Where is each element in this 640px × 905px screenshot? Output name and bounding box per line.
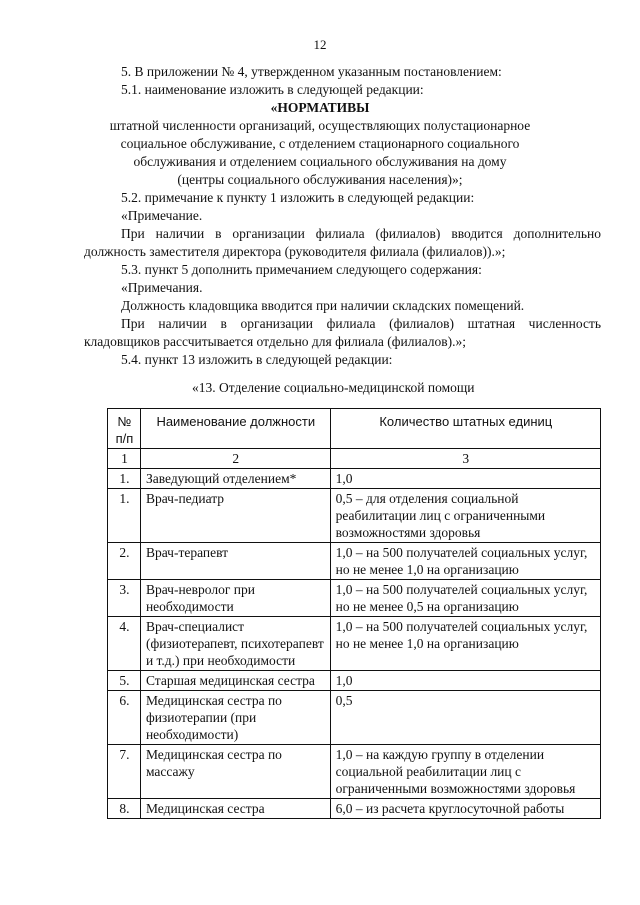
column-number: 3 — [330, 449, 600, 469]
staffing-table — [107, 408, 601, 819]
section-heading: «13. Отделение социально-медицинской помощи — [192, 380, 475, 395]
position-cell: Медицинская сестра — [140, 799, 330, 819]
row-number: 6. — [108, 691, 141, 745]
column-number: 1 — [108, 449, 141, 469]
note-text-line-1: При наличии в организации филиала (филиалов) вводится дополнительно — [121, 226, 601, 241]
position-cell: Старшая медицинская сестра — [140, 671, 330, 691]
notes-text-2-line-2: кладовщиков рассчитывается отдельно для филиала (филиалов).»; — [84, 334, 467, 349]
column-number: 2 — [140, 449, 330, 469]
quantity-cell: 0,5 – для отделения социальной реабилитации лиц с ограниченными возможностями здоровья — [330, 489, 600, 543]
column-number-row — [108, 449, 601, 469]
quantity-cell: 1,0 – на 500 получателей социальных услуг, но не менее 1,0 на организацию — [330, 543, 600, 580]
quantity-cell: 1,0 – на каждую группу в отделении социальной реабилитации лиц с ограниченными возможностями здоровья — [330, 745, 600, 799]
position-cell: Врач-терапевт — [140, 543, 330, 580]
paragraph-5-4: 5.4. пункт 13 изложить в следующей редакции: — [121, 352, 393, 367]
row-number: 7. — [108, 745, 141, 799]
norms-subtitle-line-1: штатной численности организаций, осуществляющих полустационарное — [109, 118, 531, 133]
row-number: 1. — [108, 489, 141, 543]
quantity-cell: 0,5 — [330, 691, 600, 745]
position-cell: Врач-невролог при необходимости — [140, 580, 330, 617]
table-row — [108, 617, 601, 671]
table-row — [108, 691, 601, 745]
position-cell: Медицинская сестра по массажу — [140, 745, 330, 799]
header-quantity: Количество штатных единиц — [330, 409, 600, 449]
position-cell: Медицинская сестра по физиотерапии (при необходимости) — [140, 691, 330, 745]
quantity-cell: 6,0 – из расчета круглосуточной работы — [330, 799, 600, 819]
table-row — [108, 745, 601, 799]
table-row — [108, 469, 601, 489]
table-row — [108, 671, 601, 691]
notes-heading: «Примечания. — [121, 280, 203, 295]
norms-title: «НОРМАТИВЫ — [270, 100, 370, 115]
row-number: 4. — [108, 617, 141, 671]
paragraph-5-1: 5.1. наименование изложить в следующей редакции: — [121, 82, 424, 97]
position-cell: Врач-специалист (физиотерапевт, психотерапевт и т.д.) при необходимости — [140, 617, 330, 671]
paragraph-5: 5. В приложении № 4, утвержденном указанным постановлением: — [121, 64, 502, 79]
paragraph-5-2: 5.2. примечание к пункту 1 изложить в следующей редакции: — [121, 190, 475, 205]
quantity-cell: 1,0 – на 500 получателей социальных услуг, но не менее 1,0 на организацию — [330, 617, 600, 671]
quantity-cell: 1,0 — [330, 469, 600, 489]
row-number: 2. — [108, 543, 141, 580]
header-position: Наименование должности — [140, 409, 330, 449]
table-row — [108, 580, 601, 617]
quantity-cell: 1,0 – на 500 получателей социальных услуг, но не менее 0,5 на организацию — [330, 580, 600, 617]
norms-subtitle-line-2: социальное обслуживание, с отделением стационарного социального — [120, 136, 520, 151]
notes-text-2-line-1: При наличии в организации филиала (филиалов) штатная численность — [121, 316, 601, 331]
row-number: 5. — [108, 671, 141, 691]
header-number: № п/п — [108, 409, 141, 449]
note-text-line-2: должность заместителя директора (руководителя филиала (филиалов)).»; — [84, 244, 506, 259]
row-number: 3. — [108, 580, 141, 617]
norms-subtitle-line-3: обслуживания и отделением социального обслуживания на дому — [133, 154, 507, 169]
paragraph-5-3: 5.3. пункт 5 дополнить примечанием следующего содержания: — [121, 262, 482, 277]
note-heading: «Примечание. — [121, 208, 203, 223]
table-row — [108, 799, 601, 819]
row-number: 8. — [108, 799, 141, 819]
quantity-cell: 1,0 — [330, 671, 600, 691]
page-number: 12 — [313, 37, 327, 52]
notes-text-1: Должность кладовщика вводится при наличии складских помещений. — [121, 298, 525, 313]
position-cell: Врач-педиатр — [140, 489, 330, 543]
row-number: 1. — [108, 469, 141, 489]
norms-subtitle-line-4: (центры социального обслуживания населения)»; — [177, 172, 463, 187]
position-cell: Заведующий отделением* — [140, 469, 330, 489]
table-row — [108, 543, 601, 580]
table-header-row — [108, 409, 601, 449]
table-row — [108, 489, 601, 543]
